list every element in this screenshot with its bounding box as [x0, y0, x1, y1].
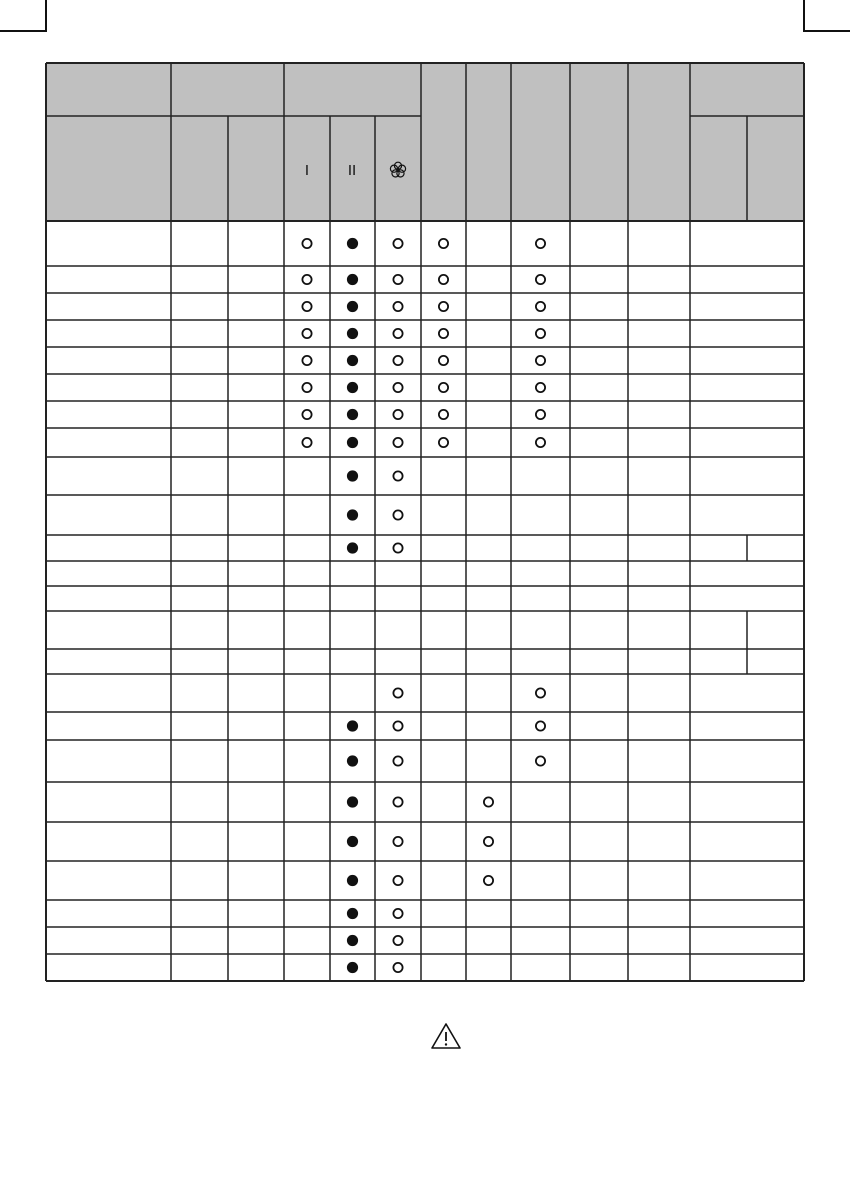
filled-dot-icon [347, 382, 358, 393]
filled-dot-icon [347, 908, 358, 919]
open-dot-icon [302, 438, 311, 447]
open-dot-icon [536, 383, 545, 392]
open-dot-icon [536, 688, 545, 697]
open-dot-icon [439, 383, 448, 392]
filled-dot-icon [347, 301, 358, 312]
filled-dot-icon [347, 962, 358, 973]
open-dot-icon [439, 410, 448, 419]
open-dot-icon [393, 438, 402, 447]
open-dot-icon [393, 756, 402, 765]
open-dot-icon [393, 239, 402, 248]
filled-dot-icon [347, 796, 358, 807]
filled-dot-icon [347, 755, 358, 766]
open-dot-icon [536, 302, 545, 311]
open-dot-icon [484, 876, 493, 885]
open-dot-icon [439, 302, 448, 311]
open-dot-icon [393, 471, 402, 480]
open-dot-icon [302, 356, 311, 365]
open-dot-icon [536, 275, 545, 284]
open-dot-icon [536, 410, 545, 419]
open-dot-icon [302, 239, 311, 248]
filled-dot-icon [347, 509, 358, 520]
open-dot-icon [393, 963, 402, 972]
filled-dot-icon [347, 328, 358, 339]
open-dot-icon [393, 302, 402, 311]
open-dot-icon [393, 356, 402, 365]
warning-triangle-icon [430, 1022, 462, 1050]
open-dot-icon [393, 876, 402, 885]
filled-dot-icon [347, 720, 358, 731]
filled-dot-icon [347, 935, 358, 946]
open-dot-icon [536, 721, 545, 730]
filled-dot-icon [347, 875, 358, 886]
open-dot-icon [536, 239, 545, 248]
open-dot-icon [439, 275, 448, 284]
open-dot-icon [393, 936, 402, 945]
open-dot-icon [536, 356, 545, 365]
speed-i-label: I [304, 162, 310, 179]
open-dot-icon [302, 302, 311, 311]
open-dot-icon [393, 329, 402, 338]
open-dot-icon [393, 275, 402, 284]
open-dot-icon [302, 410, 311, 419]
open-dot-icon [393, 510, 402, 519]
filled-dot-icon [347, 470, 358, 481]
open-dot-icon [393, 688, 402, 697]
open-dot-icon [484, 797, 493, 806]
filled-dot-icon [347, 437, 358, 448]
open-dot-icon [536, 756, 545, 765]
speed-ii-label: II [347, 162, 357, 179]
filled-dot-icon [347, 542, 358, 553]
open-dot-icon [393, 797, 402, 806]
filled-dot-icon [347, 274, 358, 285]
open-dot-icon [302, 275, 311, 284]
open-dot-icon [439, 329, 448, 338]
filled-dot-icon [347, 238, 358, 249]
open-dot-icon [439, 438, 448, 447]
filled-dot-icon [347, 355, 358, 366]
open-dot-icon [393, 909, 402, 918]
filled-dot-icon [347, 836, 358, 847]
open-dot-icon [393, 721, 402, 730]
open-dot-icon [536, 329, 545, 338]
open-dot-icon [393, 837, 402, 846]
filled-dot-icon [347, 409, 358, 420]
open-dot-icon [439, 239, 448, 248]
open-dot-icon [393, 410, 402, 419]
open-dot-icon [302, 383, 311, 392]
open-dot-icon [393, 383, 402, 392]
open-dot-icon [302, 329, 311, 338]
open-dot-icon [484, 837, 493, 846]
open-dot-icon [393, 543, 402, 552]
open-dot-icon [439, 356, 448, 365]
open-dot-icon [536, 438, 545, 447]
